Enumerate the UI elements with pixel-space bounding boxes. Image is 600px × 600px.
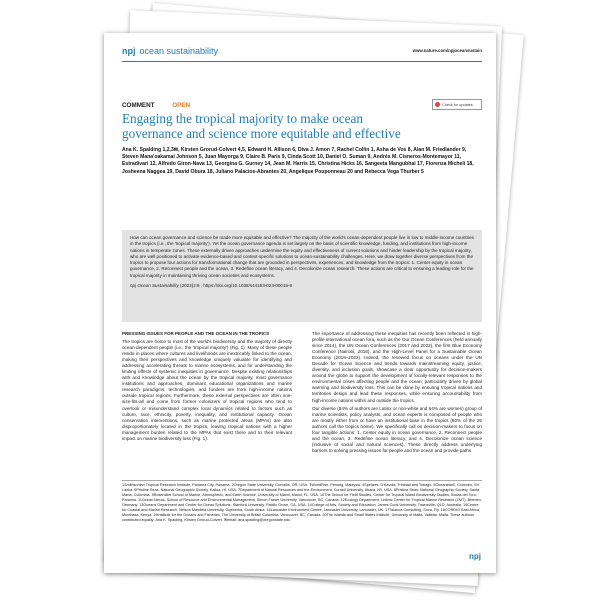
body-paragraph: The importance of addressing these inequities has recently been reflected in high-profile international ocean fora, such as the Our Ocean Conferences (held annually since 2014), the UN Ocean Conferences (2017 and 2022), the first Blue Economy Conference (Nairobi, 2018), and the High-Level Panel for a Sustainable Ocean Economy (2018–2022). Indeed, the renewed focus on oceans under the UN Decade for Ocean Science and trends towards mainstreaming equity, justice, diversity, and inclusion goals, showcase a clear opportunity for decision-makers around the globe to support the development of locally-relevant responses to the environmental crises affecting people and the ocean; particularly driven by global warming and biodiversity loss. This can be done by ensuring tropical nations and territories design and lead these responses, while ensuring accountability from high-income nations within and outside the tropics. (312, 331, 482, 403)
open-access-label: OPEN (172, 102, 191, 109)
citation-doi[interactable]: (2023)2:8 ; https://doi.org/10.1038/s44183-023-00015-9 (178, 282, 293, 288)
section-heading: PRESSING ISSUES FOR PEOPLE AND THE OCEAN IN THE TROPICS (122, 331, 270, 336)
body-column-right (312, 331, 482, 456)
citation-line (130, 283, 474, 289)
footer-brand: npj (469, 552, 481, 561)
page-header (122, 46, 482, 58)
check-updates-icon (435, 102, 440, 107)
journal-brand: npj (122, 46, 136, 56)
journal-name: ocean sustainability (139, 46, 219, 56)
check-updates-button[interactable] (432, 99, 482, 110)
check-updates-label: Check for updates (442, 102, 473, 107)
body-column-left (122, 331, 292, 444)
article-tag (122, 102, 190, 109)
article-title: Engaging the tropical majority to make ocean governance and science more equitable and effective (122, 111, 401, 141)
article-type-label: COMMENT (122, 102, 155, 109)
abstract-text: How can ocean governance and science be made more equitable and effective? The majority of the world's ocean-dependent people live in low to middle-income countries in the tropics (i.e., the 'tropical majority'). Yet the ocean governance agenda is set largely on the basis of scientific knowledge, funding, and institutions from high-income nations in temperate zones. These externally driven approaches undermine the equity and effectiveness of current solutions and hinder leadership by the tropical majority, who are well positioned to activate evidence-based and context-specific solutions to ocean-sustainability challenges. Here, we draw together diverse perspectives from the tropics to propose four actions for transformational change that are grounded in perspectives, experiences, and knowledge from the tropics: 1. Center equity in ocean governance, 2. Reconnect people and the ocean, 3. Redefine ocean literacy, and 4. Decolonize ocean research. These actions are critical to ensuring a leading role for the tropical majority in maintaining thriving ocean societies and ecosystems. (130, 235, 474, 278)
article-page (104, 33, 496, 573)
footnote-divider (122, 480, 482, 481)
abstract-box (122, 230, 482, 322)
body-paragraph: The tropics are home to most of the world's biodiversity and the majority of directly ocean-dependent people (i.e., the 'tropical majority') (Fig. 1). Many of these people reside in places where cultures and livelihoods are inextricably linked to the ocean, making their perspectives and knowledge uniquely valuable for identifying and addressing accelerating threats to marine ecosystems, and for understanding the limiting effects of systemic inequities in governance. Despite existing relationships with and knowledge about the ocean by the tropical majority, most governance institutions and approaches, dominant educational organizations and marine research paradigms, technologies, and funders are from high-income nations outside tropical regions. Furthermore, these external perspectives are often one-size-fits-all and come from former colonizers of tropical regions who tend to overlook or misunderstand complex local dynamics related to factors such as culture, race, ethnicity, poverty, inequality, and institutional capacity. Ocean conservation interventions, such as marine protected areas (MPAs) are also disproportionately located in the tropics, leaving tropical nations with a higher management burden related to the MPAs that exist there and to their relevant impact on marine biodiversity loss (Fig. 1). (122, 339, 292, 441)
body-paragraph: Our diverse (84% of authors are Latinx or non-white and 64% are women) group of marine scientists, policy analysts, and ocean experts is composed of people who are mostly either from or have an institutional base in the tropics (80% of the 25 authors call the tropics home). We specifically call on decision-makers to focus on four tangible actions: 1. Center equity in ocean governance, 2. Reconnect people and the ocean, 3. Redefine ocean literacy, and 4. Decolonize ocean science (inclusive of social and natural sciences). These directly address underlying barriers to solving pressing issues for people and the ocean and provide paths (312, 405, 482, 453)
citation-journal: npj Ocean Sustainability (130, 282, 179, 288)
affiliations-footnote: 1Smithsonian Tropical Research Institute, Panama City, Panama. 2Oregon State University, Corvallis, OR, USA. 3WorldFish, Penang, Malaysia. 4Spelizes, D'Kavdia, Trinidad and Tobago. 5Oceanswell, Colombo, Sri Lanka. 6Pristine Seas, National Geographic Society, Kailua, HI, USA. 7Department of Natural Resources and the Environment, Cornell University, Ithaca, NY, USA. 8Pristine Seas, National Geographic Society, Santa Marta, Colombia. 9Rosenstiel School of Marine, Atmospheric, and Earth Science, University of Miami, Miami, FL, USA. 10The School for Field Studies, Center for Tropical Island Biodiversity Studies, Bocas del Toro, Panama. 11Ocean Nexus, School of Resource and Environmental Management, Simon Fraser University, Vancouver, BC, Canada. 12Ecology Department, Leibniz Center for Tropical Marine Research (ZMT), Bremen, Germany. 13Oceans Department and Center for Ocean Solutions, Stanford University, Pacific Grove, CA, USA. 14College of Arts, Society and Education, James Cook University, Townsville, QLD, Australia. 15Centre for Coastal and Marine Research, Nelson Mandela University, Gqeberha, South Africa. 16Lancaster Environment Centre, Lancaster University, Lancaster, UK. 17Talanoa Consulting, Suva, Fiji. 18CORDIO East Africa, Mombasa, Kenya. 19Institute for the Oceans and Fisheries, The University of British Columbia, Vancouver, BC, Canada. 20The Islands and Small States Institute, University of Malta, Valletta, Malta. These authors contributed equally: Ana K. Spalding, Kirsten Grorud-Colvert. ✉email: ana.spalding@oregonstate.edu (122, 483, 482, 523)
journal-url[interactable]: www.nature.com/npjoceansustain (412, 48, 482, 53)
author-list: Ana K. Spalding 1,2,3✉, Kirsten Grorud-Colvert 4,5, Edward H. Allison 6, Diva J. Amon 7, Rachel Collin 1, Asha de Vos 8, Alan M. Friedlander 9, Steven Mana'oakamai Johnson 5, Juan Mayorga 9, Claire B. Paris 9, Cinda Scott 10, Daniel O. Suman 9, Andrés M. Cisneros-Montemayor 11, Estradivari 12, Alfredo Giron-Nava 13, Georgina G. Gurney 14, Jean M. Harris 15, Christina Hicks 16, Sangeeta Mangubhai 17, Fiorenza Micheli 18, Josheena Naggea 19, David Obura 18, Juliano Palacios-Abrantes 20, Angelique Pouponneau 20 and Rebecca Vega Thurber 5 (122, 147, 474, 175)
header-divider (122, 61, 482, 62)
journal-logo[interactable] (122, 46, 218, 56)
